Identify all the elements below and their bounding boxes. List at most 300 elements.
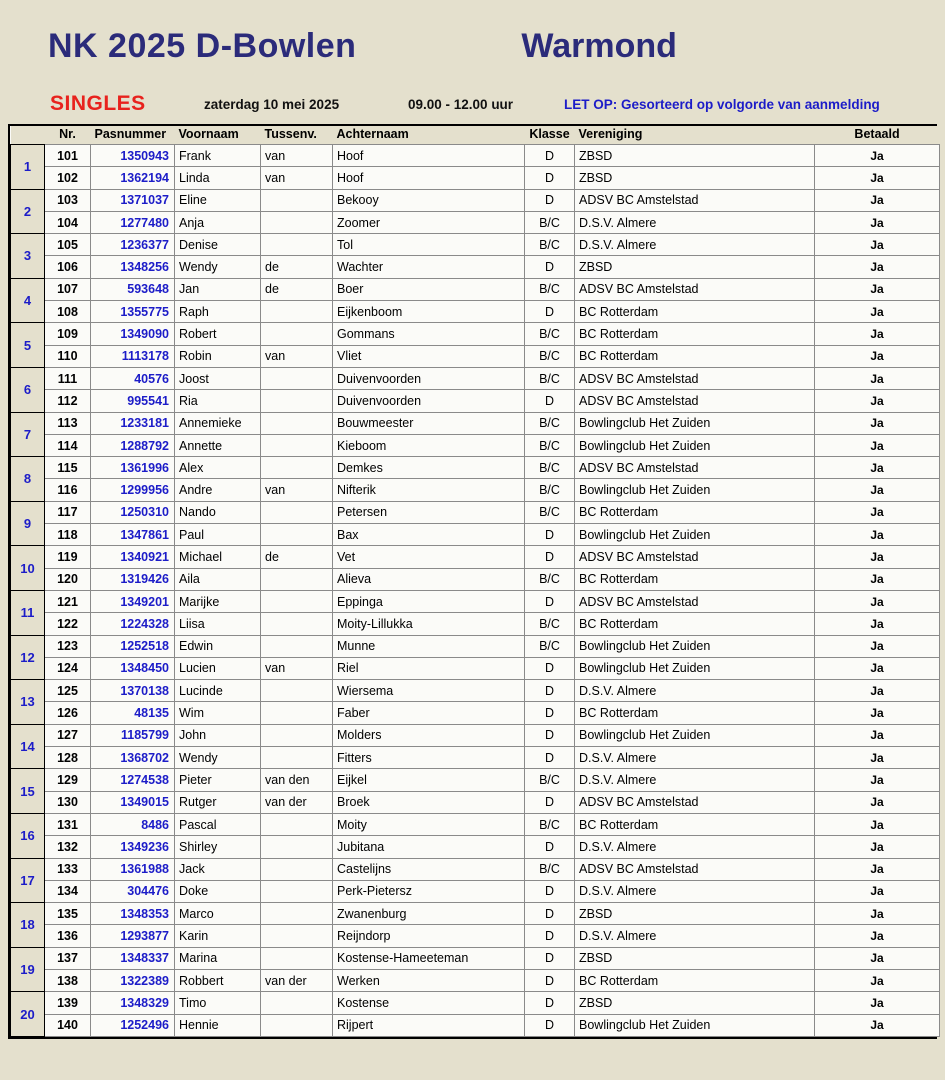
pass-number-cell: 304476 [91,880,175,902]
class-cell: D [525,702,575,724]
table-row [11,234,940,256]
last-name-cell: Broek [333,791,525,813]
paid-cell: Ja [815,657,940,679]
player-number-cell: 114 [45,434,91,456]
pass-number-cell: 1277480 [91,211,175,233]
player-number-cell: 130 [45,791,91,813]
player-number-cell: 134 [45,880,91,902]
club-cell: BC Rotterdam [575,501,815,523]
player-number-cell: 113 [45,412,91,434]
pass-number-cell: 8486 [91,813,175,835]
table-row [11,457,940,479]
table-row [11,167,940,189]
infix-name-cell [261,524,333,546]
pass-number-cell: 1288792 [91,434,175,456]
class-cell: B/C [525,501,575,523]
infix-name-cell: van der [261,969,333,991]
club-cell: BC Rotterdam [575,301,815,323]
last-name-cell: Molders [333,724,525,746]
infix-name-cell [261,747,333,769]
first-name-cell: John [175,724,261,746]
pass-number-cell: 1349015 [91,791,175,813]
club-cell: ADSV BC Amstelstad [575,367,815,389]
last-name-cell: Castelijns [333,858,525,880]
class-cell: B/C [525,457,575,479]
paid-cell: Ja [815,791,940,813]
first-name-cell: Jan [175,278,261,300]
player-number-cell: 121 [45,590,91,612]
group-number-cell: 12 [11,635,45,680]
first-name-cell: Annette [175,434,261,456]
group-number-cell: 20 [11,992,45,1037]
infix-name-cell [261,301,333,323]
club-cell: BC Rotterdam [575,613,815,635]
group-number-cell: 9 [11,501,45,546]
table-row [11,211,940,233]
class-cell: D [525,657,575,679]
table-row [11,724,940,746]
group-number-cell: 11 [11,590,45,635]
paid-cell: Ja [815,189,940,211]
column-header-vereniging: Vereniging [575,126,815,145]
club-cell: D.S.V. Almere [575,680,815,702]
player-number-cell: 117 [45,501,91,523]
paid-cell: Ja [815,880,940,902]
class-cell: D [525,256,575,278]
club-cell: ZBSD [575,992,815,1014]
paid-cell: Ja [815,747,940,769]
infix-name-cell [261,635,333,657]
paid-cell: Ja [815,345,940,367]
table-row [11,479,940,501]
last-name-cell: Gommans [333,323,525,345]
pass-number-cell: 1348256 [91,256,175,278]
paid-cell: Ja [815,479,940,501]
class-cell: B/C [525,323,575,345]
player-number-cell: 127 [45,724,91,746]
player-number-cell: 136 [45,925,91,947]
club-cell: D.S.V. Almere [575,769,815,791]
table-row [11,836,940,858]
last-name-cell: Eppinga [333,590,525,612]
player-number-cell: 105 [45,234,91,256]
club-cell: ADSV BC Amstelstad [575,590,815,612]
group-number-cell: 5 [11,323,45,368]
paid-cell: Ja [815,501,940,523]
column-header-voornaam: Voornaam [175,126,261,145]
class-cell: D [525,1014,575,1036]
pass-number-cell: 1362194 [91,167,175,189]
table-row [11,590,940,612]
player-number-cell: 140 [45,1014,91,1036]
pass-number-cell: 1293877 [91,925,175,947]
first-name-cell: Karin [175,925,261,947]
group-number-cell: 18 [11,903,45,948]
pass-number-cell: 1252496 [91,1014,175,1036]
class-cell: B/C [525,412,575,434]
pass-number-cell: 40576 [91,367,175,389]
last-name-cell: Tol [333,234,525,256]
last-name-cell: Hoof [333,145,525,167]
club-cell: D.S.V. Almere [575,211,815,233]
infix-name-cell [261,390,333,412]
class-cell: B/C [525,635,575,657]
table-row [11,412,940,434]
club-cell: BC Rotterdam [575,345,815,367]
pass-number-cell: 1274538 [91,769,175,791]
document-header [8,0,937,92]
last-name-cell: Vliet [333,345,525,367]
infix-name-cell [261,412,333,434]
group-number-cell: 3 [11,234,45,279]
last-name-cell: Zoomer [333,211,525,233]
player-number-cell: 132 [45,836,91,858]
table-row [11,1014,940,1036]
first-name-cell: Michael [175,546,261,568]
pass-number-cell: 1348450 [91,657,175,679]
first-name-cell: Eline [175,189,261,211]
class-cell: D [525,969,575,991]
first-name-cell: Marco [175,903,261,925]
first-name-cell: Wendy [175,747,261,769]
table-row [11,858,940,880]
club-cell: BC Rotterdam [575,323,815,345]
group-number-cell: 2 [11,189,45,234]
last-name-cell: Petersen [333,501,525,523]
infix-name-cell [261,457,333,479]
last-name-cell: Zwanenburg [333,903,525,925]
pass-number-cell: 1349090 [91,323,175,345]
pass-number-cell: 1233181 [91,412,175,434]
player-number-cell: 122 [45,613,91,635]
pass-number-cell: 1361988 [91,858,175,880]
last-name-cell: Perk-Pietersz [333,880,525,902]
player-number-cell: 123 [45,635,91,657]
club-cell: D.S.V. Almere [575,925,815,947]
player-number-cell: 111 [45,367,91,389]
club-cell: Bowlingclub Het Zuiden [575,657,815,679]
infix-name-cell [261,680,333,702]
class-cell: B/C [525,234,575,256]
pass-number-cell: 1355775 [91,301,175,323]
club-cell: D.S.V. Almere [575,880,815,902]
pass-number-cell: 995541 [91,390,175,412]
infix-name-cell [261,501,333,523]
first-name-cell: Robert [175,323,261,345]
class-cell: D [525,724,575,746]
table-row [11,256,940,278]
group-number-cell: 19 [11,947,45,992]
player-number-cell: 110 [45,345,91,367]
class-cell: B/C [525,434,575,456]
pass-number-cell: 1236377 [91,234,175,256]
first-name-cell: Nando [175,501,261,523]
class-cell: D [525,791,575,813]
class-cell: D [525,546,575,568]
group-number-cell: 10 [11,546,45,591]
table-row [11,278,940,300]
club-cell: D.S.V. Almere [575,836,815,858]
first-name-cell: Lucien [175,657,261,679]
last-name-cell: Kostense-Hameeteman [333,947,525,969]
club-cell: ZBSD [575,903,815,925]
infix-name-cell [261,367,333,389]
class-cell: D [525,925,575,947]
pass-number-cell: 1349236 [91,836,175,858]
last-name-cell: Duivenvoorden [333,367,525,389]
infix-name-cell: de [261,546,333,568]
table-row [11,925,940,947]
class-cell: D [525,167,575,189]
player-number-cell: 120 [45,568,91,590]
pass-number-cell: 1185799 [91,724,175,746]
club-cell: ADSV BC Amstelstad [575,791,815,813]
paid-cell: Ja [815,724,940,746]
paid-cell: Ja [815,211,940,233]
club-cell: BC Rotterdam [575,813,815,835]
player-number-cell: 115 [45,457,91,479]
club-cell: ZBSD [575,167,815,189]
club-cell: ADSV BC Amstelstad [575,189,815,211]
first-name-cell: Linda [175,167,261,189]
infix-name-cell [261,813,333,835]
club-cell: ZBSD [575,947,815,969]
player-number-cell: 128 [45,747,91,769]
club-cell: Bowlingclub Het Zuiden [575,434,815,456]
paid-cell: Ja [815,145,940,167]
last-name-cell: Jubitana [333,836,525,858]
paid-cell: Ja [815,367,940,389]
player-number-cell: 126 [45,702,91,724]
infix-name-cell: van [261,145,333,167]
last-name-cell: Fitters [333,747,525,769]
table-row [11,680,940,702]
club-cell: Bowlingclub Het Zuiden [575,724,815,746]
first-name-cell: Alex [175,457,261,479]
infix-name-cell [261,234,333,256]
player-number-cell: 124 [45,657,91,679]
pass-number-cell: 1319426 [91,568,175,590]
pass-number-cell: 1370138 [91,680,175,702]
paid-cell: Ja [815,992,940,1014]
table-row [11,613,940,635]
paid-cell: Ja [815,434,940,456]
first-name-cell: Hennie [175,1014,261,1036]
infix-name-cell [261,590,333,612]
last-name-cell: Eijkel [333,769,525,791]
roster-table-container [8,124,937,1039]
infix-name-cell: van [261,657,333,679]
table-row [11,903,940,925]
table-row [11,301,940,323]
class-cell: D [525,590,575,612]
last-name-cell: Hoof [333,167,525,189]
paid-cell: Ja [815,613,940,635]
first-name-cell: Wim [175,702,261,724]
class-cell: D [525,524,575,546]
player-number-cell: 118 [45,524,91,546]
class-cell: D [525,880,575,902]
last-name-cell: Rijpert [333,1014,525,1036]
paid-cell: Ja [815,301,940,323]
infix-name-cell [261,568,333,590]
first-name-cell: Lucinde [175,680,261,702]
player-number-cell: 137 [45,947,91,969]
last-name-cell: Duivenvoorden [333,390,525,412]
class-cell: D [525,390,575,412]
group-number-cell: 8 [11,457,45,502]
paid-cell: Ja [815,702,940,724]
club-cell: Bowlingclub Het Zuiden [575,524,815,546]
paid-cell: Ja [815,635,940,657]
first-name-cell: Timo [175,992,261,1014]
first-name-cell: Frank [175,145,261,167]
last-name-cell: Moity [333,813,525,835]
last-name-cell: Moity-Lillukka [333,613,525,635]
group-number-cell: 1 [11,145,45,190]
last-name-cell: Kieboom [333,434,525,456]
paid-cell: Ja [815,969,940,991]
column-header-betaald: Betaald [815,126,940,145]
location-title: Warmond [521,26,677,65]
table-row [11,791,940,813]
first-name-cell: Marijke [175,590,261,612]
club-cell: ADSV BC Amstelstad [575,278,815,300]
class-cell: D [525,947,575,969]
pass-number-cell: 1368702 [91,747,175,769]
player-number-cell: 107 [45,278,91,300]
infix-name-cell [261,323,333,345]
class-cell: D [525,903,575,925]
class-cell: B/C [525,479,575,501]
player-number-cell: 139 [45,992,91,1014]
infix-name-cell [261,613,333,635]
first-name-cell: Edwin [175,635,261,657]
table-row [11,145,940,167]
player-number-cell: 106 [45,256,91,278]
group-number-cell: 13 [11,680,45,725]
pass-number-cell: 1250310 [91,501,175,523]
infix-name-cell [261,947,333,969]
club-cell: ZBSD [575,145,815,167]
infix-name-cell [261,724,333,746]
subheader [8,92,937,124]
group-number-cell: 7 [11,412,45,457]
event-type-label: SINGLES [50,92,146,115]
infix-name-cell [261,434,333,456]
class-cell: D [525,145,575,167]
paid-cell: Ja [815,546,940,568]
last-name-cell: Reijndorp [333,925,525,947]
infix-name-cell: van [261,167,333,189]
class-cell: D [525,992,575,1014]
first-name-cell: Robin [175,345,261,367]
table-row [11,813,940,835]
table-row [11,524,940,546]
player-number-cell: 108 [45,301,91,323]
class-cell: B/C [525,211,575,233]
pass-number-cell: 1348329 [91,992,175,1014]
class-cell: B/C [525,278,575,300]
paid-cell: Ja [815,813,940,835]
first-name-cell: Raph [175,301,261,323]
first-name-cell: Liisa [175,613,261,635]
pass-number-cell: 1349201 [91,590,175,612]
paid-cell: Ja [815,836,940,858]
group-number-cell: 16 [11,813,45,858]
first-name-cell: Robbert [175,969,261,991]
last-name-cell: Werken [333,969,525,991]
player-number-cell: 112 [45,390,91,412]
player-number-cell: 116 [45,479,91,501]
pass-number-cell: 1361996 [91,457,175,479]
infix-name-cell [261,1014,333,1036]
last-name-cell: Faber [333,702,525,724]
group-number-cell: 15 [11,769,45,814]
table-header-row [11,126,940,145]
player-number-cell: 119 [45,546,91,568]
last-name-cell: Munne [333,635,525,657]
last-name-cell: Eijkenboom [333,301,525,323]
paid-cell: Ja [815,234,940,256]
first-name-cell: Shirley [175,836,261,858]
infix-name-cell [261,702,333,724]
last-name-cell: Bouwmeester [333,412,525,434]
pass-number-cell: 1322389 [91,969,175,991]
first-name-cell: Andre [175,479,261,501]
paid-cell: Ja [815,167,940,189]
column-header-group [11,126,45,145]
player-number-cell: 103 [45,189,91,211]
table-row [11,390,940,412]
table-row [11,367,940,389]
first-name-cell: Pascal [175,813,261,835]
pass-number-cell: 1350943 [91,145,175,167]
club-cell: D.S.V. Almere [575,234,815,256]
class-cell: D [525,836,575,858]
page-title: NK 2025 D-Bowlen [48,26,357,65]
sorting-note: LET OP: Gesorteerd op volgorde van aanmelding [564,97,880,112]
column-header-achternaam: Achternaam [333,126,525,145]
class-cell: B/C [525,345,575,367]
last-name-cell: Bekooy [333,189,525,211]
column-header-tussenvoegsel: Tussenv. [261,126,333,145]
column-header-klasse: Klasse [525,126,575,145]
last-name-cell: Bax [333,524,525,546]
first-name-cell: Rutger [175,791,261,813]
paid-cell: Ja [815,524,940,546]
class-cell: B/C [525,769,575,791]
pass-number-cell: 593648 [91,278,175,300]
group-number-cell: 6 [11,367,45,412]
player-number-cell: 102 [45,167,91,189]
first-name-cell: Denise [175,234,261,256]
class-cell: B/C [525,568,575,590]
last-name-cell: Wiersema [333,680,525,702]
class-cell: D [525,189,575,211]
last-name-cell: Wachter [333,256,525,278]
last-name-cell: Kostense [333,992,525,1014]
column-header-nr: Nr. [45,126,91,145]
paid-cell: Ja [815,947,940,969]
pass-number-cell: 1348353 [91,903,175,925]
table-row [11,747,940,769]
pass-number-cell: 48135 [91,702,175,724]
last-name-cell: Boer [333,278,525,300]
pass-number-cell: 1347861 [91,524,175,546]
club-cell: Bowlingclub Het Zuiden [575,1014,815,1036]
infix-name-cell: van [261,345,333,367]
